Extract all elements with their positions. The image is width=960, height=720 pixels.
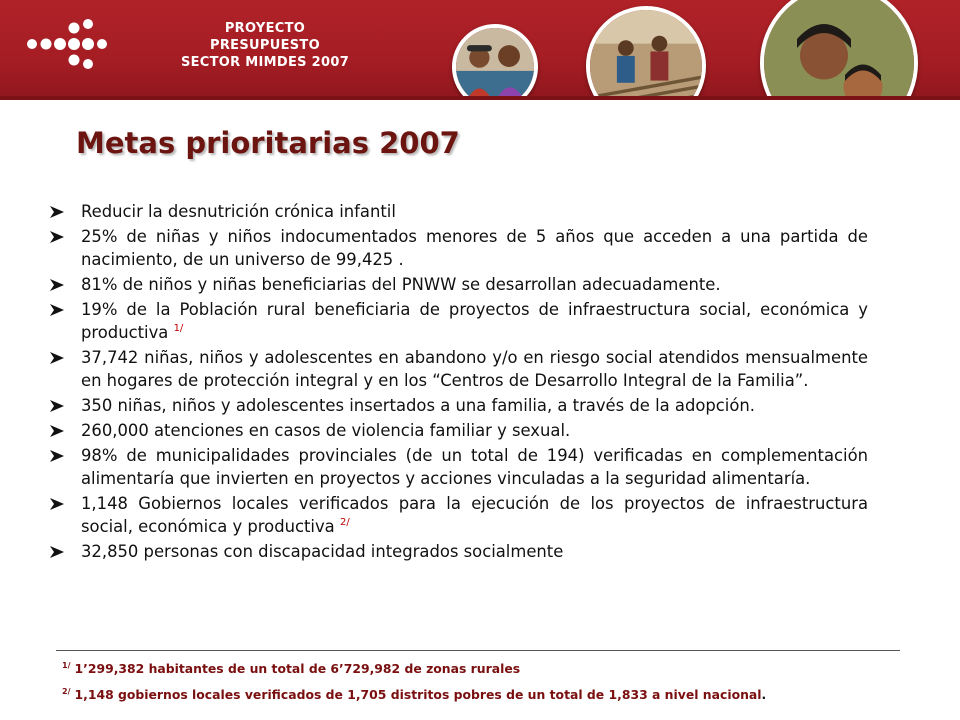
goal-text: 32,850 personas con discapacidad integrados socialmente <box>81 542 564 561</box>
list-item <box>50 419 868 442</box>
arrow-bullet-icon <box>50 206 64 218</box>
list-item <box>50 394 868 417</box>
header-title-line: SECTOR MIMDES 2007 <box>180 55 350 70</box>
arrow-bullet-icon <box>50 498 64 510</box>
list-item <box>50 200 868 223</box>
goal-text: 81% de niños y niñas beneficiarias del PNWW se desarrollan adecuadamente. <box>81 275 721 294</box>
footnote-mark: 2/ <box>62 687 71 696</box>
goal-text: 37,742 niñas, niños y adolescentes en abandono y/o en riesgo social atendidos mensualmente en hogares de protección integral y en los “Centros de Desarrollo Integral de la Familia”. <box>81 348 868 390</box>
arrow-bullet-icon <box>50 400 64 412</box>
arrow-bullet-icon <box>50 279 64 291</box>
arrow-bullet-icon <box>50 231 64 243</box>
footnote-text: 1’299,382 habitantes de un total de 6’729,982 de zonas rurales <box>74 661 521 676</box>
goal-text: 25% de niñas y niños indocumentados menores de 5 años que acceden a una partida de nacimiento, de un universo de 99,425 . <box>81 227 868 269</box>
footnote <box>62 687 766 702</box>
header-title-line: PRESUPUESTO <box>210 38 320 53</box>
banner-bottom-band <box>0 96 960 100</box>
arrow-bullet-icon <box>50 352 64 364</box>
goal-text: 350 niñas, niños y adolescentes insertados a una familia, a través de la adopción. <box>81 396 755 415</box>
list-item <box>50 540 868 563</box>
header-title <box>160 20 370 71</box>
arrow-bullet-icon <box>50 450 64 462</box>
goal-footnote-mark: 2/ <box>339 517 350 528</box>
header-banner <box>0 0 960 100</box>
goal-text: 98% de municipalidades provinciales (de un total de 194) verificadas en complementación alimentaría que invierten en proyectos y acciones vinculadas a la seguridad alimentaría. <box>81 446 868 488</box>
arrow-bullet-icon <box>50 304 64 316</box>
list-item <box>50 492 868 538</box>
list-item <box>50 273 868 296</box>
footnote-text: 1,148 gobiernos locales verificados de 1,705 distritos pobres de un total de 1,833 a nivel nacional <box>74 687 762 702</box>
workers-photo-icon <box>586 6 706 100</box>
goal-text: 1,148 Gobiernos locales verificados para la ejecución de los proyectos de infraestructura social, económica y productiva <box>81 494 868 536</box>
footnote <box>62 661 520 676</box>
list-item <box>50 444 868 490</box>
goals-list <box>50 200 868 565</box>
dots-arrow-logo-icon <box>22 14 112 74</box>
women-group-photo-icon <box>452 24 538 100</box>
arrow-bullet-icon <box>50 425 64 437</box>
header-title-line: PROYECTO <box>224 21 306 36</box>
list-item <box>50 298 868 344</box>
goal-text: 19% de la Población rural beneficiaria de proyectos de infraestructura social, económica y productiva <box>81 300 868 342</box>
page-title: Metas prioritarias 2007 <box>76 126 460 160</box>
list-item <box>50 225 868 271</box>
goal-footnote-mark: 1/ <box>173 323 184 334</box>
footnote-mark: 1/ <box>62 661 71 670</box>
goal-text: Reducir la desnutrición crónica infantil <box>81 202 396 221</box>
mother-child-photo-icon <box>760 0 918 100</box>
list-item <box>50 346 868 392</box>
goal-text: 260,000 atenciones en casos de violencia familiar y sexual. <box>81 421 571 440</box>
footnote-tail: . <box>761 687 767 702</box>
arrow-bullet-icon <box>50 546 64 558</box>
footnote-divider <box>56 650 900 651</box>
